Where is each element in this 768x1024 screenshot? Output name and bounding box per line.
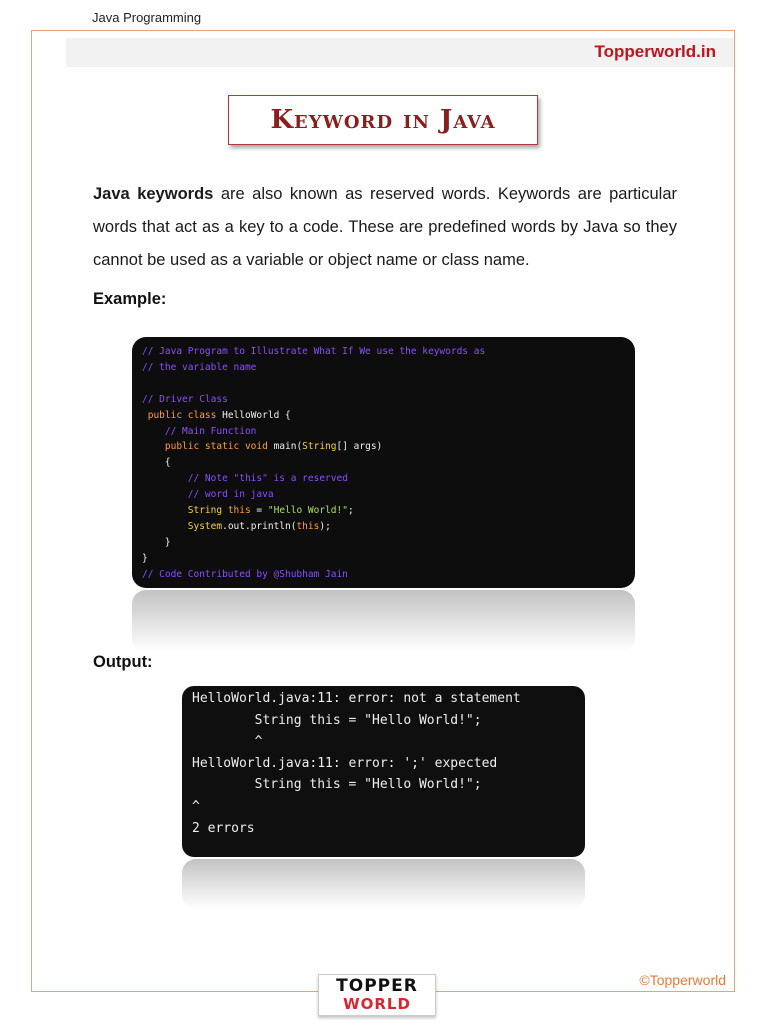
code-text: } [164,536,171,548]
page-title: Keyword in Java [270,105,496,135]
logo-text-bottom: WORLD [343,995,411,1013]
logo-text-top: TOPPER [336,976,418,996]
topperworld-logo [318,974,436,1016]
code-comment: // Note "this" is a reserved [187,473,348,485]
code-comment: // Driver Class [142,393,228,405]
output-reflection [182,859,585,909]
code-comment: // Main Function [164,425,257,437]
output-line: String this = "Hello World!"; [192,712,482,728]
code-type: String [187,505,223,517]
intro-bold-term: Java keywords [93,185,214,203]
code-keyword: public class [147,409,217,421]
output-lines [192,688,521,839]
output-line: ^ [192,798,200,814]
code-string: "Hello World!" [267,505,348,517]
code-text: = [250,505,268,517]
code-keyword: public static void [164,441,268,453]
code-reflection [132,590,635,652]
code-lines [142,344,485,583]
site-name: Topperworld.in [594,42,716,61]
output-block [182,686,585,857]
title-box [228,95,538,145]
code-text: ); [319,520,331,532]
code-comment: // the variable name [142,361,257,373]
code-text: { [164,457,171,469]
intro-paragraph [93,178,677,277]
code-text: [] args) [336,441,383,453]
output-label: Output: [93,653,153,671]
code-text: HelloWorld { [216,409,291,421]
code-text: main( [267,441,303,453]
example-label: Example: [93,290,167,308]
code-comment: // Java Program to Illustrate What If We use the keywords as [142,346,486,357]
code-keyword: this [296,520,320,532]
code-text: .out.println( [222,520,297,532]
code-comment: // Code Contributed by @Shubham Jain [142,568,348,580]
intro-text: are also known as reserved words. Keywords are particular words that act as a key to a code. These are predefined words by Java so they cannot be used as a variable or object name or class name. [93,185,677,269]
code-keyword: this [222,505,251,517]
code-comment: // word in java [187,489,274,501]
output-line: ^ [192,734,263,750]
code-example-block [132,337,635,588]
code-text: } [142,552,148,564]
code-text: ; [347,505,354,517]
output-line: String this = "Hello World!"; [192,777,482,793]
copyright-text: ©Topperworld [639,972,726,988]
output-line: HelloWorld.java:11: error: not a statement [192,691,521,706]
code-type: System [187,520,223,532]
output-line: HelloWorld.java:11: error: ';' expected [192,755,498,771]
site-banner [66,38,734,67]
output-line: 2 errors [192,820,255,836]
code-type: String [302,441,337,453]
document-header-title: Java Programming [92,10,202,25]
